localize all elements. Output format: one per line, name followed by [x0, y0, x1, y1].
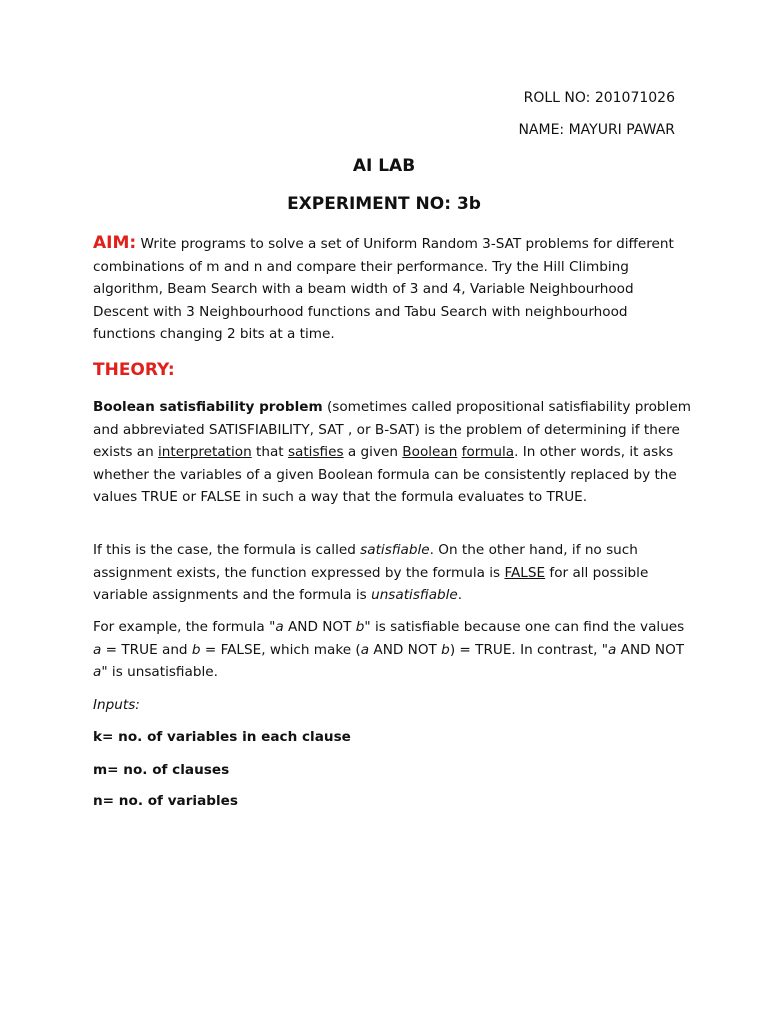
term-boolean-sat: Boolean satisfiability problem	[93, 399, 323, 415]
p3-text-1: For example, the formula "	[93, 619, 276, 635]
p3-italic-1: a	[275, 619, 284, 635]
link-satisfies[interactable]: satisfies	[287, 444, 344, 460]
p2-italic-1: satisfiable	[360, 542, 430, 558]
theory-paragraph-3	[93, 616, 693, 684]
inputs-label: Inputs:	[93, 697, 140, 713]
p2-text-2: . On the other hand, if no such assignment exists, the function expressed by the formula is	[93, 542, 638, 581]
p3-italic-7: a	[608, 641, 617, 658]
link-formula[interactable]: formula	[461, 444, 515, 460]
p3-italic-8: a	[93, 664, 102, 680]
p3-italic-2: b	[355, 619, 365, 635]
input-k: k= no. of variables in each clause	[93, 729, 351, 745]
p3-italic-5: a	[360, 641, 370, 658]
p3-text-6: AND NOT	[369, 641, 442, 658]
p2-text-1: If this is the case, the formula is called	[93, 542, 361, 558]
link-interpretation[interactable]: interpretation	[158, 444, 252, 460]
p1-text-1: (sometimes called propositional satisfiability problem and abbreviated SATISFIABILITY, SAT , or B-SAT) is the problem of determining if there exists an	[93, 399, 691, 460]
p3-text-4: = TRUE and	[101, 641, 192, 658]
input-n: n= no. of variables	[93, 793, 238, 809]
p2-text-4: .	[457, 587, 463, 603]
p3-text-7: ) = TRUE. In contrast, "	[449, 641, 608, 658]
lab-title: AI LAB	[352, 156, 416, 176]
p3-text-2: AND NOT	[283, 619, 356, 635]
roll-number: ROLL NO: 201071026	[523, 90, 675, 106]
theory-paragraph-2	[93, 539, 693, 607]
theory-paragraph-1	[93, 396, 693, 509]
p3-text-8: AND NOT	[616, 641, 685, 658]
p3-italic-3: a	[93, 641, 102, 658]
p3-text-3: " is satisfiable because one can find the values	[364, 619, 685, 635]
link-false[interactable]: FALSE	[504, 564, 546, 581]
p1-text-2: that	[251, 444, 288, 460]
p3-italic-6: b	[441, 641, 450, 658]
link-boolean[interactable]: Boolean	[402, 444, 458, 460]
p3-text-5: = FALSE, which make (	[200, 641, 361, 658]
theory-heading: THEORY:	[93, 360, 175, 380]
p1-text-5: . In other words, it asks whether the variables of a given Boolean formula can be consistently replaced by the values TRUE or FALSE in such a way that the formula evaluates to TRUE.	[93, 444, 677, 505]
aim-text: Write programs to solve a set of Uniform Random 3-SAT problems for different combinations of m and n and compare their performance. Try the Hill Climbing algorithm, Beam Search with a beam width of 3 and 4, Variable Neighbourhood Descent with 3 Neighbourhood functions and Tabu Search with neighbourhood functions changing 2 bits at a time.	[93, 236, 674, 342]
student-name: NAME: MAYURI PAWAR	[518, 122, 675, 138]
input-m: m= no. of clauses	[93, 762, 230, 778]
p2-italic-2: unsatisfiable	[371, 587, 458, 603]
p3-text-9: " is unsatisfiable.	[101, 664, 218, 680]
p1-text-3: a given	[343, 444, 403, 460]
aim-label: AIM:	[93, 233, 137, 253]
p3-italic-4: b	[191, 641, 201, 658]
p2-text-3: for all possible variable assignments and the formula is	[93, 564, 649, 603]
aim-paragraph	[93, 232, 693, 346]
experiment-title: EXPERIMENT NO: 3b	[287, 194, 481, 214]
